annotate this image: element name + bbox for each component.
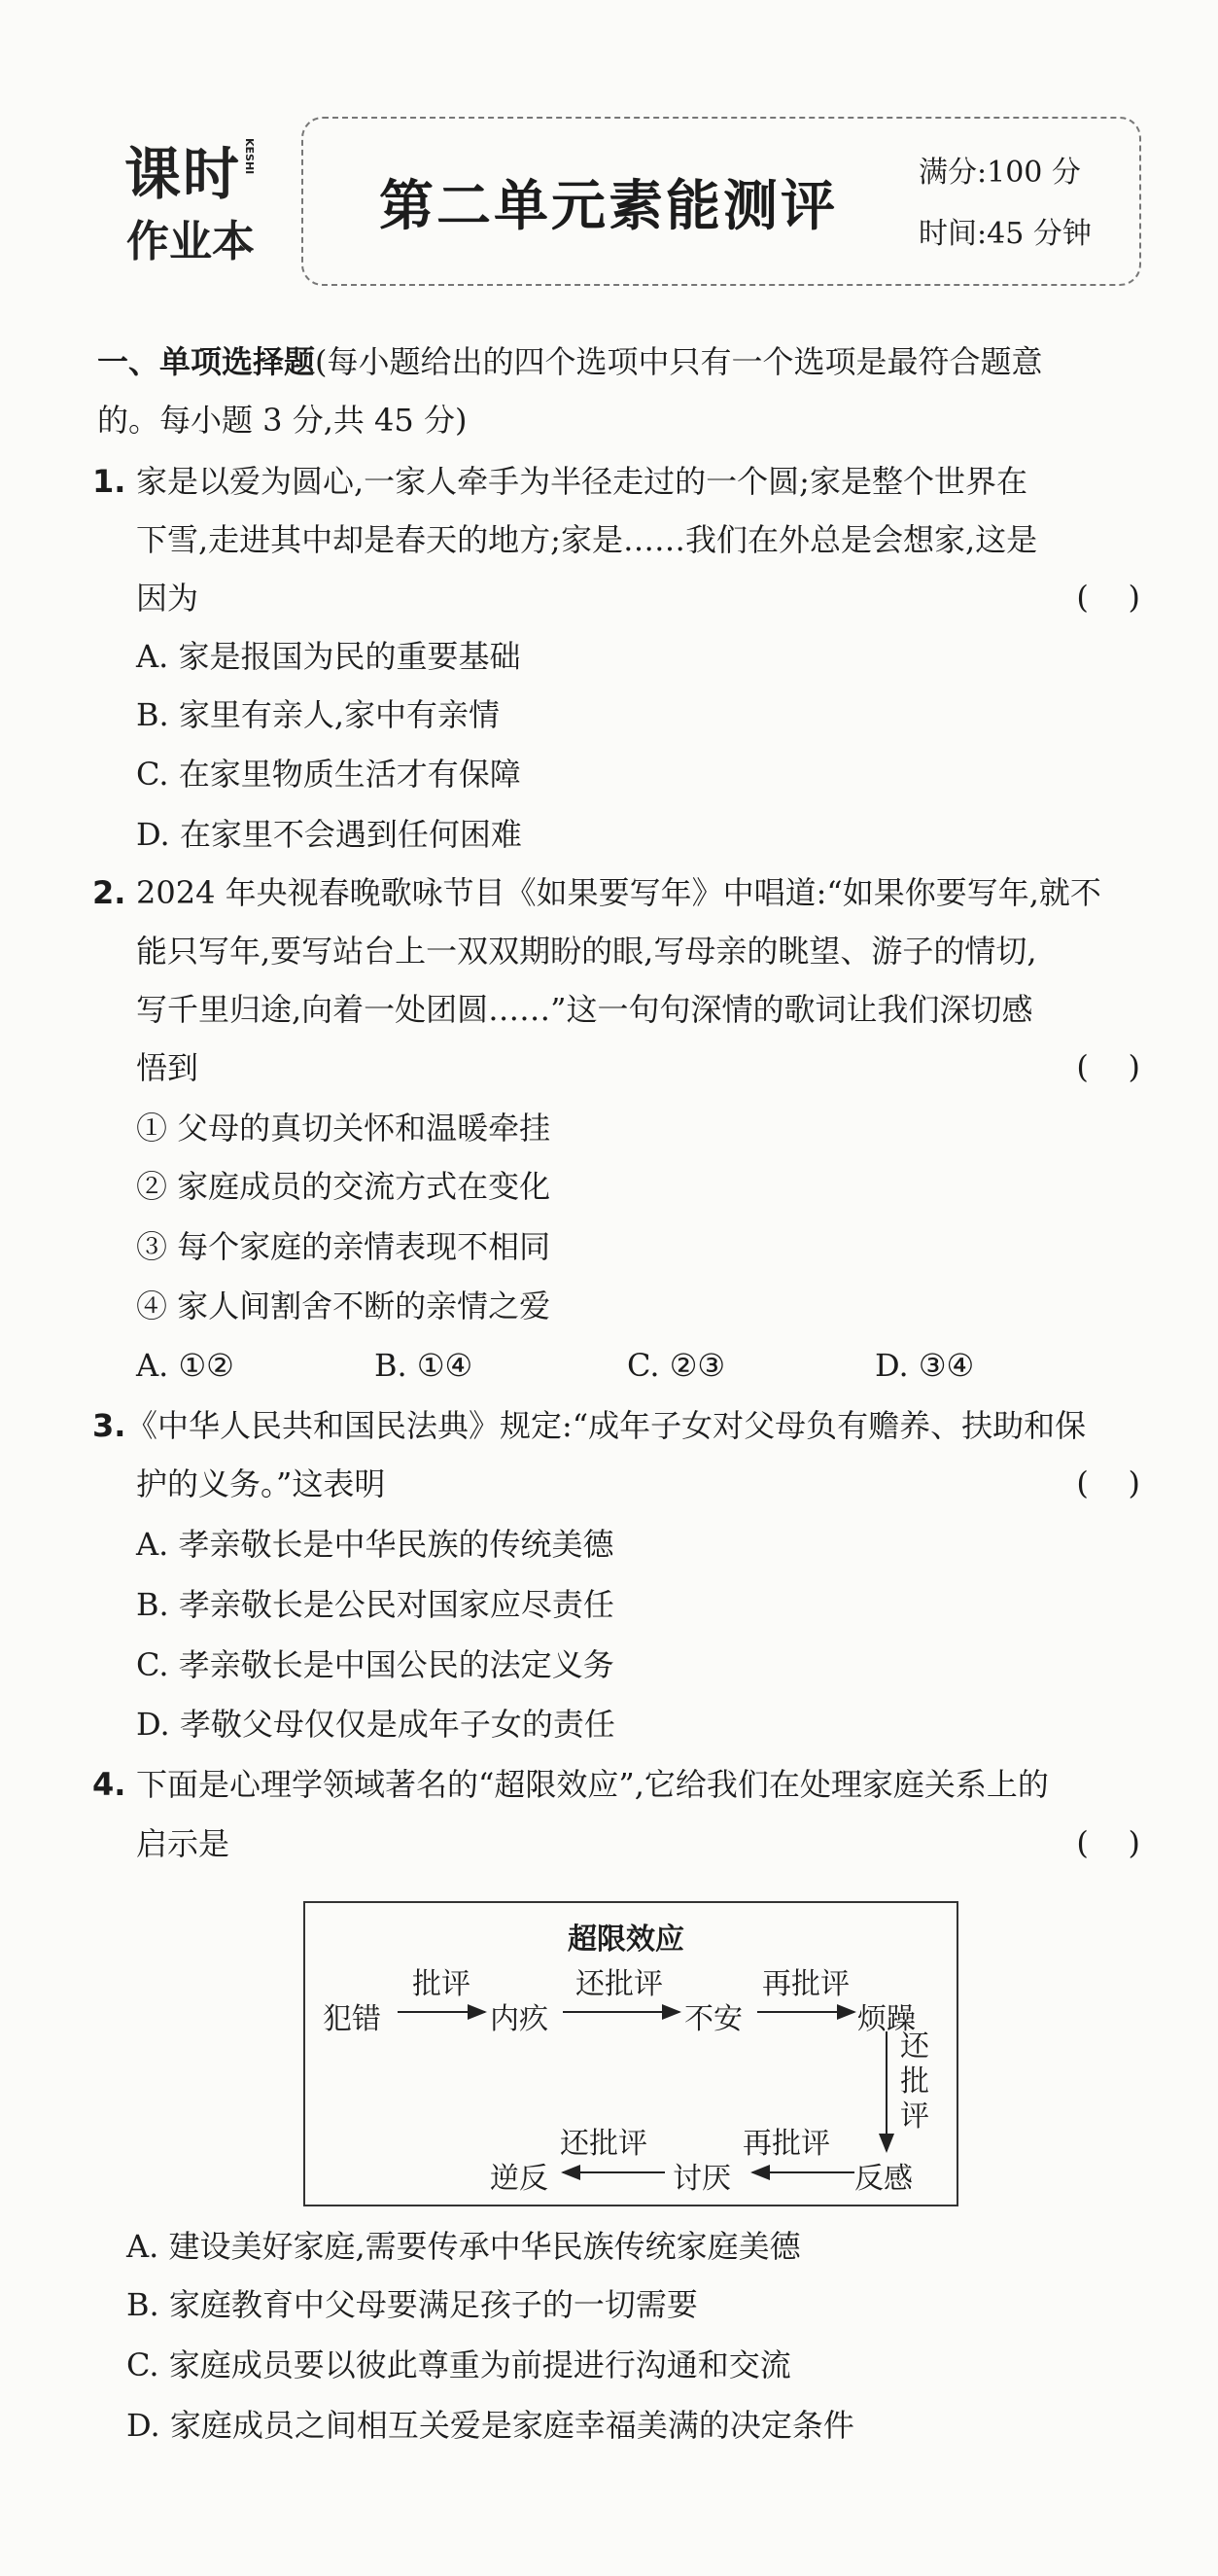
logo-pinyin: KESHI xyxy=(243,138,256,175)
q2-answer-paren: ( ) xyxy=(1076,1048,1140,1085)
logo-line1: 课时 xyxy=(124,141,242,207)
q4-option-b: B. 家庭教育中父母要满足孩子的一切需要 xyxy=(126,2286,698,2323)
q1-number: 1. xyxy=(92,463,126,500)
q1-stem-2: 下雪,走进其中却是春天的地方;家是……我们在外总是会想家,这是 xyxy=(136,521,1038,558)
q2-choice-a: A. ①② xyxy=(136,1347,234,1384)
node-dislike: 讨厌 xyxy=(673,2162,731,2196)
q1-stem-3: 因为 xyxy=(136,580,199,617)
q2-number: 2. xyxy=(92,874,126,911)
time-limit: 时间:45 分钟 xyxy=(919,217,1092,251)
full-score: 满分:100 分 xyxy=(919,156,1081,190)
node-unease: 不安 xyxy=(684,2002,743,2036)
diagram-title: 超限效应 xyxy=(568,1923,684,1957)
node-mistake: 犯错 xyxy=(323,2002,381,2036)
q4-option-c: C. 家庭成员要以彼此尊重为前提进行沟通和交流 xyxy=(126,2347,791,2383)
q4-answer-paren: ( ) xyxy=(1076,1824,1140,1861)
q2-stem-3: 写千里归途,向着一处团圆……”这一句句深情的歌词让我们深切感 xyxy=(136,991,1033,1028)
edge-label-6: 还批评 xyxy=(560,2127,647,2161)
edge-label-4: 还批评 xyxy=(900,2029,929,2134)
q3-option-a: A. 孝亲敬长是中华民族的传统美德 xyxy=(136,1526,614,1563)
q1-answer-paren: ( ) xyxy=(1076,579,1140,616)
edge-label-3: 再批评 xyxy=(762,1967,850,2001)
section-note-1: (每小题给出的四个选项中只有一个选项是最符合题意 xyxy=(315,343,1043,380)
section-heading: 一、单项选择题 xyxy=(97,343,316,380)
edge-label-5: 再批评 xyxy=(743,2127,830,2161)
q1-option-b: B. 家里有亲人,家中有亲情 xyxy=(136,696,501,733)
logo xyxy=(97,109,282,284)
q2-item-2: ② 家庭成员的交流方式在变化 xyxy=(136,1168,551,1205)
node-aversion: 反感 xyxy=(854,2162,913,2196)
section-note-2: 的。每小题 3 分,共 45 分) xyxy=(97,402,468,439)
q4-stem-1: 下面是心理学领域著名的“超限效应”,它给我们在处理家庭关系上的 xyxy=(136,1766,1049,1803)
q3-stem-2: 护的义务。”这表明 xyxy=(136,1465,386,1502)
edge-label-2: 还批评 xyxy=(575,1967,663,2001)
q2-item-1: ① 父母的真切关怀和温暖牵挂 xyxy=(136,1110,551,1147)
q2-item-3: ③ 每个家庭的亲情表现不相同 xyxy=(136,1228,551,1265)
q4-option-d: D. 家庭成员之间相互关爱是家庭幸福美满的决定条件 xyxy=(126,2407,854,2444)
q2-stem-4: 悟到 xyxy=(136,1049,199,1086)
q3-answer-paren: ( ) xyxy=(1076,1464,1140,1501)
q2-choice-c: C. ②③ xyxy=(627,1347,726,1384)
q3-stem-1: 《中华人民共和国民法典》规定:“成年子女对父母负有赡养、扶助和保 xyxy=(126,1407,1087,1444)
q2-stem-1: 2024 年央视春晚歌咏节目《如果要写年》中唱道:“如果你要写年,就不 xyxy=(136,874,1101,911)
logo-line2: 作业本 xyxy=(126,217,255,266)
page-title: 第二单元素能测评 xyxy=(379,175,838,238)
q4-option-a: A. 建设美好家庭,需要传承中华民族传统家庭美德 xyxy=(126,2228,801,2265)
node-irritation: 烦躁 xyxy=(857,2002,916,2036)
q3-option-d: D. 孝敬父母仅仅是成年子女的责任 xyxy=(136,1706,615,1743)
edge-label-1: 批评 xyxy=(412,1967,470,2001)
node-rebellion: 逆反 xyxy=(490,2162,548,2196)
q4-stem-2: 启示是 xyxy=(136,1825,230,1862)
q2-stem-2: 能只写年,要写站台上一双双期盼的眼,写母亲的眺望、游子的情切, xyxy=(136,933,1037,970)
q3-option-c: C. 孝亲敬长是中国公民的法定义务 xyxy=(136,1646,614,1683)
q1-stem-1: 家是以爱为圆心,一家人牵手为半径走过的一个圆;家是整个世界在 xyxy=(136,463,1027,500)
section-heading-line xyxy=(97,342,1043,381)
q2-item-4: ④ 家人间割舍不断的亲情之爱 xyxy=(136,1288,551,1324)
q2-choice-b: B. ①④ xyxy=(374,1347,473,1384)
q1-option-d: D. 在家里不会遇到任何困难 xyxy=(136,816,522,853)
q3-number: 3. xyxy=(92,1407,126,1444)
node-guilt: 内疚 xyxy=(490,2002,548,2036)
q4-number: 4. xyxy=(92,1766,126,1803)
q1-option-a: A. 家是报国为民的重要基础 xyxy=(136,638,521,675)
q3-option-b: B. 孝亲敬长是公民对国家应尽责任 xyxy=(136,1586,614,1623)
q2-choice-d: D. ③④ xyxy=(875,1347,975,1384)
overload-effect-diagram xyxy=(303,1901,958,2206)
q1-option-c: C. 在家里物质生活才有保障 xyxy=(136,756,521,793)
